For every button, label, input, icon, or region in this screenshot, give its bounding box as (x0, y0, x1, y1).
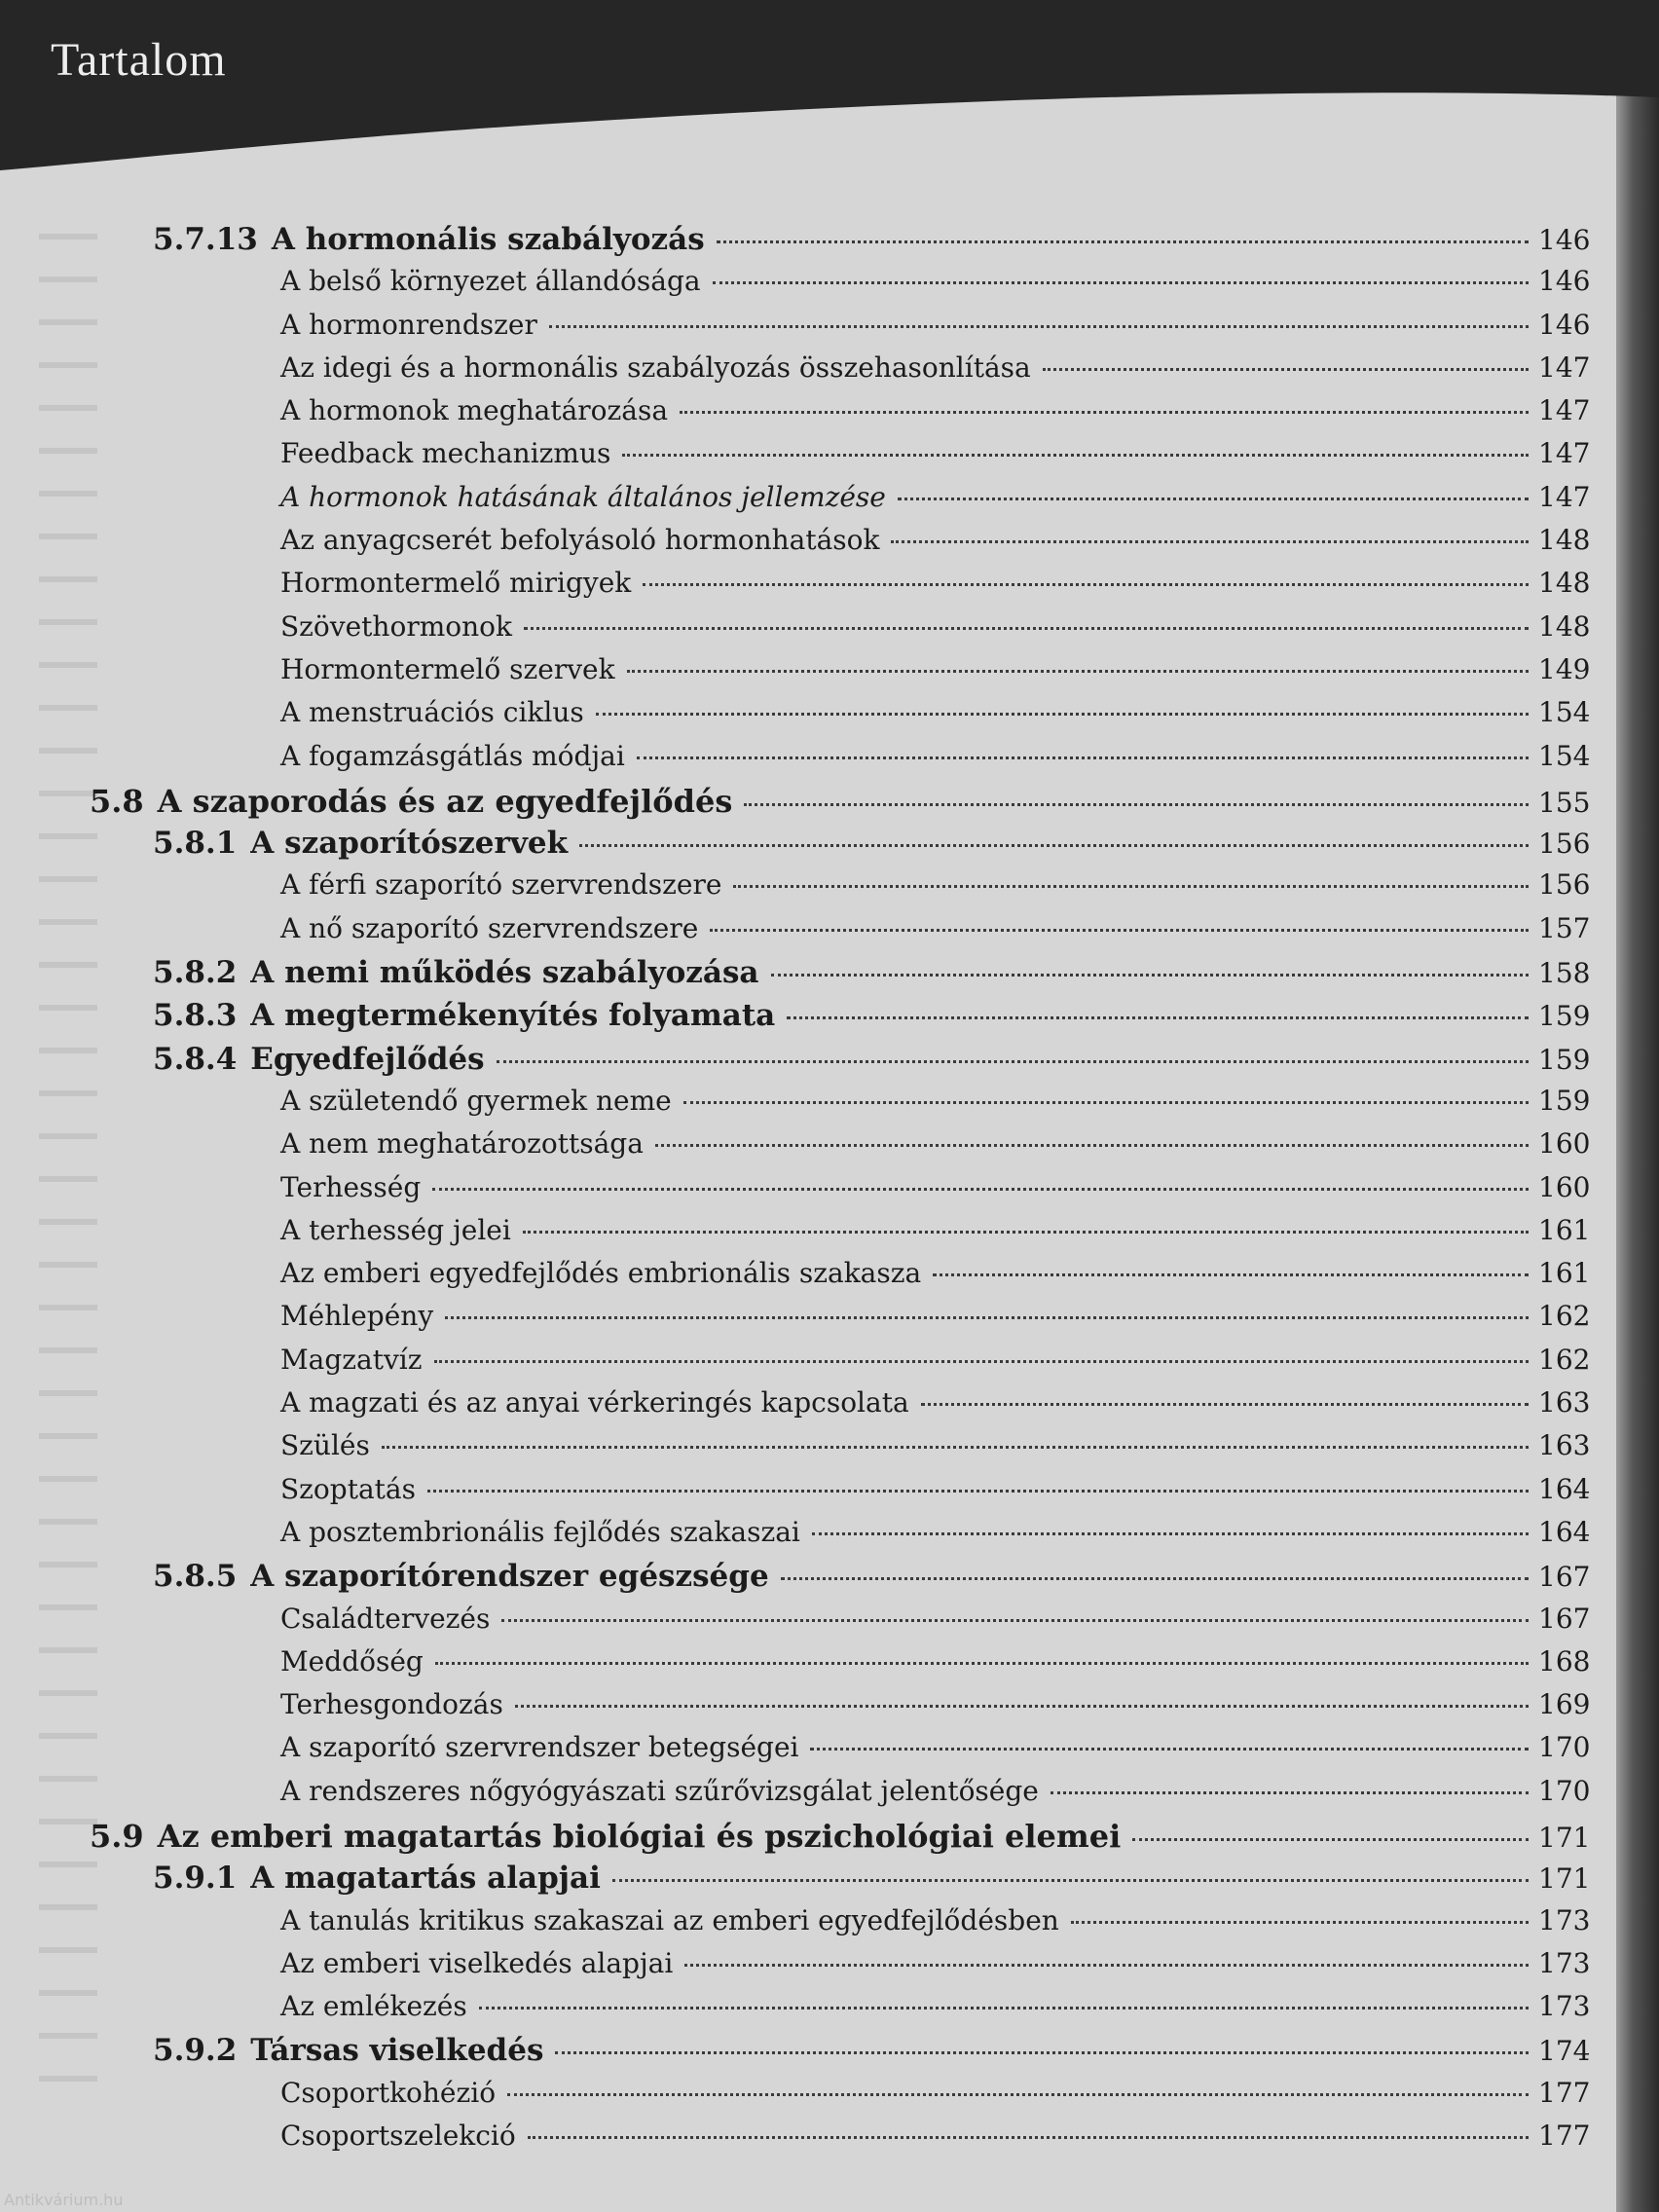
dot-leader (528, 2136, 1529, 2139)
toc-page-number: 158 (1538, 957, 1591, 990)
dot-leader (515, 1705, 1529, 1708)
toc-item (0, 740, 1616, 783)
toc-number: 5.7.13 (153, 222, 258, 257)
dot-leader (744, 803, 1529, 806)
toc-item (0, 1171, 1616, 1214)
toc-page-number: 146 (1538, 224, 1591, 256)
toc-section (0, 783, 1616, 826)
toc-title: Az emlékezés (280, 1990, 467, 2023)
toc-title: Az idegi és a hormonális szabályozás összehasonlítása (280, 350, 1031, 384)
toc-subsection (0, 826, 1616, 868)
toc-page-number: 161 (1538, 1213, 1591, 1246)
toc-item (0, 351, 1616, 394)
dot-leader (434, 1360, 1529, 1363)
toc-item (0, 1386, 1616, 1429)
toc-page-number: 170 (1538, 1731, 1591, 1764)
toc-title: A születendő gyermek neme (280, 1084, 672, 1117)
toc-subsection (0, 955, 1616, 998)
toc-title: A nő szaporító szervrendszere (280, 911, 699, 944)
toc-title: Szoptatás (280, 1472, 416, 1505)
toc-title: Hormontermelő szervek (280, 652, 615, 685)
dot-leader (524, 627, 1529, 630)
dot-leader (810, 1748, 1529, 1751)
toc-page-number: 171 (1538, 1862, 1591, 1896)
toc-page-number: 164 (1538, 1472, 1591, 1505)
dot-leader (549, 325, 1529, 328)
toc-page-number: 148 (1538, 609, 1591, 643)
dot-leader (680, 411, 1529, 414)
toc-page-number: 147 (1538, 350, 1591, 384)
toc-number: 5.8.1 (153, 826, 238, 862)
toc-title: Társas viselkedés (250, 2033, 544, 2069)
toc-title: Az emberi egyedfejlődés embrionális szakasza (280, 1257, 922, 1290)
page-title: Tartalom (51, 34, 227, 86)
toc-item (0, 1127, 1616, 1170)
toc-title: A szaporodás és az egyedfejlődés (157, 782, 733, 820)
toc-title: A hormonrendszer (280, 308, 537, 341)
dot-leader (921, 1403, 1529, 1406)
dot-leader (523, 1231, 1529, 1234)
toc-page-number: 177 (1538, 2076, 1591, 2109)
toc-number: 5.8.4 (153, 1041, 238, 1077)
dot-leader (1071, 1921, 1529, 1924)
toc-page-number: 149 (1538, 652, 1591, 685)
toc-page-number: 162 (1538, 1343, 1591, 1376)
toc-title: Szülés (280, 1429, 370, 1462)
toc-title: Hormontermelő mirigyek (280, 567, 632, 600)
toc-item (0, 265, 1616, 308)
toc-page-number: 159 (1538, 1084, 1591, 1117)
toc-title: Egyedfejlődés (250, 1041, 485, 1077)
toc-title: A belső környezet állandósága (280, 265, 701, 298)
dot-leader (432, 1188, 1529, 1191)
dot-leader (933, 1273, 1529, 1276)
toc-number: 5.8.3 (153, 998, 238, 1034)
dot-leader (771, 974, 1529, 977)
toc-title: A férfi szaporító szervrendszere (280, 868, 722, 902)
toc-number: 5.9.1 (153, 1861, 238, 1897)
toc-section (0, 1818, 1616, 1861)
dot-leader (787, 1016, 1529, 1019)
toc-item (0, 1085, 1616, 1127)
toc-item (0, 309, 1616, 351)
toc-page-number: 159 (1538, 1043, 1591, 1076)
toc-subsection (0, 1861, 1616, 1903)
toc-title: A szaporítószervek (250, 826, 569, 862)
toc-title: Az anyagcserét befolyásoló hormonhatások (280, 524, 880, 557)
dot-leader (655, 1144, 1529, 1147)
toc-item (0, 653, 1616, 696)
dot-leader (501, 1619, 1529, 1622)
toc-page-number: 154 (1538, 696, 1591, 729)
toc-item (0, 1603, 1616, 1645)
dot-leader (683, 1101, 1529, 1104)
dot-leader (684, 1964, 1529, 1967)
dot-leader (555, 2051, 1529, 2054)
toc-item (0, 868, 1616, 911)
toc-page-number: 173 (1538, 1903, 1591, 1936)
toc-title: A hormonális szabályozás (271, 222, 705, 257)
toc-item (0, 1214, 1616, 1257)
toc-page-number: 171 (1538, 1821, 1591, 1854)
toc-number: 5.9 (90, 1817, 144, 1855)
toc-title: Terhesgondozás (280, 1688, 503, 1721)
toc-page-number: 157 (1538, 911, 1591, 944)
toc-title: A rendszeres nőgyógyászati szűrővizsgálat jelentősége (280, 1774, 1039, 1807)
table-of-contents (0, 222, 1616, 2162)
watermark: Antikvárium.hu (4, 2191, 124, 2209)
toc-item (0, 437, 1616, 480)
toc-page-number: 161 (1538, 1257, 1591, 1290)
toc-page-number: 169 (1538, 1688, 1591, 1721)
toc-page-number: 177 (1538, 2120, 1591, 2153)
toc-page-number: 170 (1538, 1774, 1591, 1807)
toc-number: 5.8.2 (153, 955, 238, 991)
dot-leader (435, 1662, 1529, 1665)
header-band-shape (0, 0, 1659, 170)
toc-page-number: 163 (1538, 1429, 1591, 1462)
toc-item (0, 1775, 1616, 1818)
toc-title: Meddőség (280, 1644, 424, 1677)
toc-title: A posztembrionális fejlődés szakaszai (280, 1515, 800, 1548)
toc-item (0, 524, 1616, 567)
toc-page-number: 164 (1538, 1515, 1591, 1548)
dot-leader (637, 756, 1529, 759)
toc-title: Csoportkohézió (280, 2076, 497, 2109)
toc-page-number: 148 (1538, 524, 1591, 557)
toc-item (0, 1516, 1616, 1559)
toc-page-number: 173 (1538, 1990, 1591, 2023)
toc-page-number: 162 (1538, 1300, 1591, 1333)
toc-item (0, 610, 1616, 653)
toc-page-number: 155 (1538, 786, 1591, 819)
dot-leader (612, 1879, 1529, 1882)
toc-page-number: 167 (1538, 1561, 1591, 1594)
toc-title: Csoportszelekció (280, 2120, 516, 2153)
toc-title: A terhesség jelei (280, 1213, 511, 1246)
toc-item (0, 1473, 1616, 1516)
dot-leader (579, 844, 1529, 847)
toc-title: A menstruációs ciklus (280, 696, 584, 729)
toc-number: 5.9.2 (153, 2033, 238, 2069)
toc-page-number: 163 (1538, 1386, 1591, 1419)
toc-title: A fogamzásgátlás módjai (280, 739, 625, 772)
toc-title: A magatartás alapjai (250, 1861, 601, 1897)
toc-item (0, 1731, 1616, 1774)
toc-page-number: 147 (1538, 480, 1591, 513)
toc-page-number: 146 (1538, 308, 1591, 341)
dot-leader (507, 2093, 1529, 2096)
toc-page-number: 160 (1538, 1170, 1591, 1203)
toc-title: Az emberi magatartás biológiai és pszichológiai elemei (157, 1817, 1122, 1855)
toc-title: A szaporítórendszer egészsége (250, 1559, 769, 1595)
toc-title: Magzatvíz (280, 1343, 423, 1376)
toc-number: 5.8.5 (153, 1559, 238, 1595)
toc-item (0, 1429, 1616, 1472)
toc-title: Az emberi viselkedés alapjai (280, 1946, 674, 1979)
toc-page-number: 173 (1538, 1946, 1591, 1979)
dot-leader (717, 240, 1529, 243)
header-band (0, 0, 1659, 170)
toc-item (0, 1904, 1616, 1947)
toc-title: A hormonok hatásának általános jellemzése (280, 480, 886, 513)
toc-subsection (0, 2033, 1616, 2076)
toc-item (0, 1947, 1616, 1990)
toc-page-number: 168 (1538, 1644, 1591, 1677)
toc-item (0, 481, 1616, 524)
toc-item (0, 567, 1616, 609)
toc-subsection (0, 222, 1616, 265)
dot-leader (733, 885, 1529, 888)
toc-title: A nem meghatározottsága (280, 1127, 644, 1161)
dot-leader (1051, 1791, 1529, 1794)
toc-item (0, 1257, 1616, 1300)
dot-leader (622, 454, 1529, 457)
dot-leader (596, 713, 1529, 716)
toc-page-number: 154 (1538, 739, 1591, 772)
dot-leader (445, 1316, 1529, 1319)
toc-title: Terhesség (280, 1170, 422, 1203)
toc-item (0, 696, 1616, 739)
toc-page-number: 146 (1538, 265, 1591, 298)
toc-item (0, 2120, 1616, 2162)
dot-leader (781, 1577, 1529, 1580)
toc-page-number: 167 (1538, 1602, 1591, 1635)
toc-subsection (0, 1559, 1616, 1602)
toc-title: A megtermékenyítés folyamata (250, 998, 776, 1034)
toc-item (0, 912, 1616, 955)
dot-leader (382, 1446, 1529, 1449)
dot-leader (497, 1060, 1529, 1063)
dot-leader (1043, 368, 1529, 371)
dot-leader (891, 540, 1529, 543)
toc-title: A szaporító szervrendszer betegségei (280, 1731, 799, 1764)
toc-item (0, 1990, 1616, 2033)
toc-page-number: 160 (1538, 1127, 1591, 1161)
toc-page-number: 148 (1538, 567, 1591, 600)
toc-number: 5.8 (90, 782, 144, 820)
dot-leader (427, 1490, 1529, 1493)
toc-title: A tanulás kritikus szakaszai az emberi egyedfejlődésben (280, 1903, 1059, 1936)
dot-leader (812, 1532, 1529, 1535)
toc-subsection (0, 998, 1616, 1041)
toc-title: Feedback mechanizmus (280, 437, 611, 470)
toc-title: Családtervezés (280, 1602, 491, 1635)
dot-leader (1132, 1838, 1529, 1841)
toc-subsection (0, 1042, 1616, 1085)
toc-item (0, 394, 1616, 437)
dot-leader (627, 670, 1529, 673)
toc-page-number: 156 (1538, 828, 1591, 861)
toc-page-number: 147 (1538, 394, 1591, 427)
toc-item (0, 1300, 1616, 1343)
toc-item (0, 2077, 1616, 2120)
page-edge-shadow (1616, 0, 1659, 2212)
dot-leader (479, 2007, 1529, 2009)
toc-title: A hormonok meghatározása (280, 394, 669, 427)
toc-page-number: 174 (1538, 2035, 1591, 2068)
toc-page-number: 156 (1538, 868, 1591, 902)
toc-title: A nemi működés szabályozása (250, 955, 759, 991)
toc-page-number: 147 (1538, 437, 1591, 470)
dot-leader (710, 929, 1529, 932)
toc-title: Szövethormonok (280, 609, 512, 643)
toc-title: Méhlepény (280, 1300, 434, 1333)
dot-leader (898, 498, 1529, 500)
toc-item (0, 1688, 1616, 1731)
dot-leader (643, 583, 1529, 586)
dot-leader (713, 281, 1529, 284)
toc-item (0, 1344, 1616, 1386)
toc-page-number: 159 (1538, 1000, 1591, 1033)
toc-item (0, 1645, 1616, 1688)
toc-title: A magzati és az anyai vérkeringés kapcsolata (280, 1386, 909, 1419)
